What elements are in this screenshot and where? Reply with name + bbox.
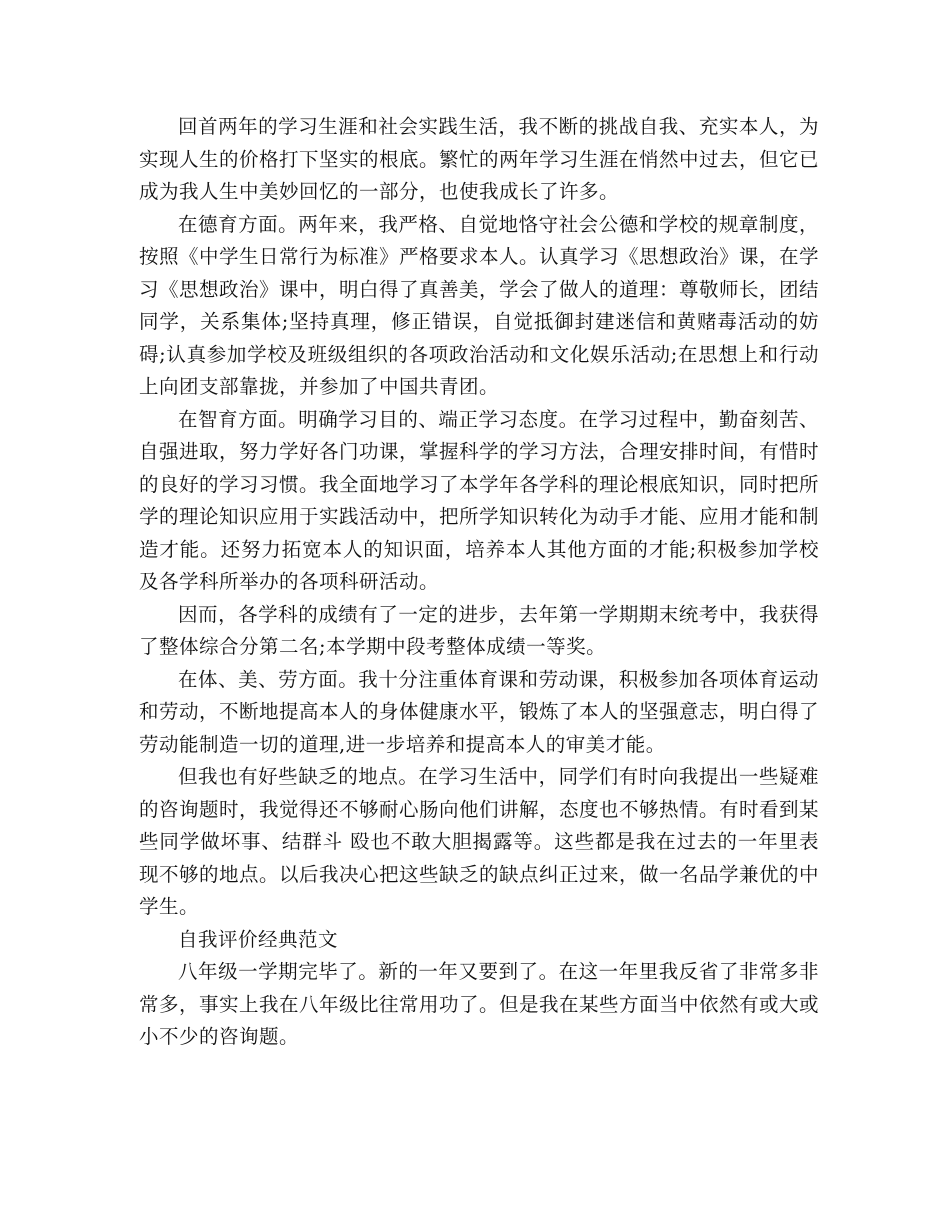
paragraph-review-intro: 回首两年的学习生涯和社会实践生活，我不断的挑战自我、充实本人，为实现人生的价格打下坚实的根底。繁忙的两年学习生涯在悄然中过去，但它已成为我人生中美妙回忆的一部分，也使我成长了许多。: [139, 115, 820, 203]
paragraph-physical-aesthetic-labor: 在体、美、劳方面。我十分注重体育课和劳动课，积极参加各项体育运动和劳动，不断地提高本人的身体健康水平，锻炼了本人的坚强意志，明白得了劳动能制造一切的道理,进一步培养和提高本人的审美才能。: [139, 667, 820, 756]
paragraph-shortcomings: 但我也有好些缺乏的地点。在学习生活中，同学们有时向我提出一些疑难的咨询题时，我觉得还不够耐心肠向他们讲解，态度也不够热情。有时看到某些同学做坏事、结群斗 殴也不敢大胆揭露等。这些都是我在过去的一年里表现不够的地点。以后我决心把这些缺乏的缺点纠正过来，做一名品学兼优的中学生。: [139, 765, 820, 918]
paragraph-intellectual-education: 在智育方面。明确学习目的、端正学习态度。在学习过程中，勤奋刻苦、自强进取，努力学好各门功课，掌握科学的学习方法，合理安排时间，有惜时的良好的学习习惯。我全面地学习了本学年各学科的理论根底知识，同时把所学的理论知识应用于实践活动中，把所学知识转化为动手才能、应用才能和制造才能。还努力拓宽本人的知识面，培养本人其他方面的才能;积极参加学校及各学科所举办的各项科研活动。: [139, 407, 820, 593]
document-body: [139, 111, 819, 1054]
paragraph-grades: 因而，各学科的成绩有了一定的进步，去年第一学期期末统考中，我获得了整体综合分第二名;本学期中段考整体成绩一等奖。: [139, 602, 819, 658]
paragraph-moral-education: 在德育方面。两年来，我严格、自觉地恪守社会公德和学校的规章制度，按照《中学生日常行为标准》严格要求本人。认真学习《思想政治》课，在学习《思想政治》课中，明白得了真善美，学会了做人的道理：尊敬师长，团结同学，关系集体;坚持真理，修正错误，自觉抵御封建迷信和黄赌毒活动的妨碍;认真参加学校及班级组织的各项政治活动和文化娱乐活动;在思想上和行动上向团支部靠拢，并参加了中国共青团。: [139, 212, 820, 398]
section-heading: 自我评价经典范文: [178, 927, 339, 951]
paragraph-grade-eight: 八年级一学期完毕了。新的一年又要到了。在这一年里我反省了非常多非常多，事实上我在八年级比往常用功了。但是我在某些方面当中依然有或大或小不少的咨询题。: [139, 960, 820, 1048]
